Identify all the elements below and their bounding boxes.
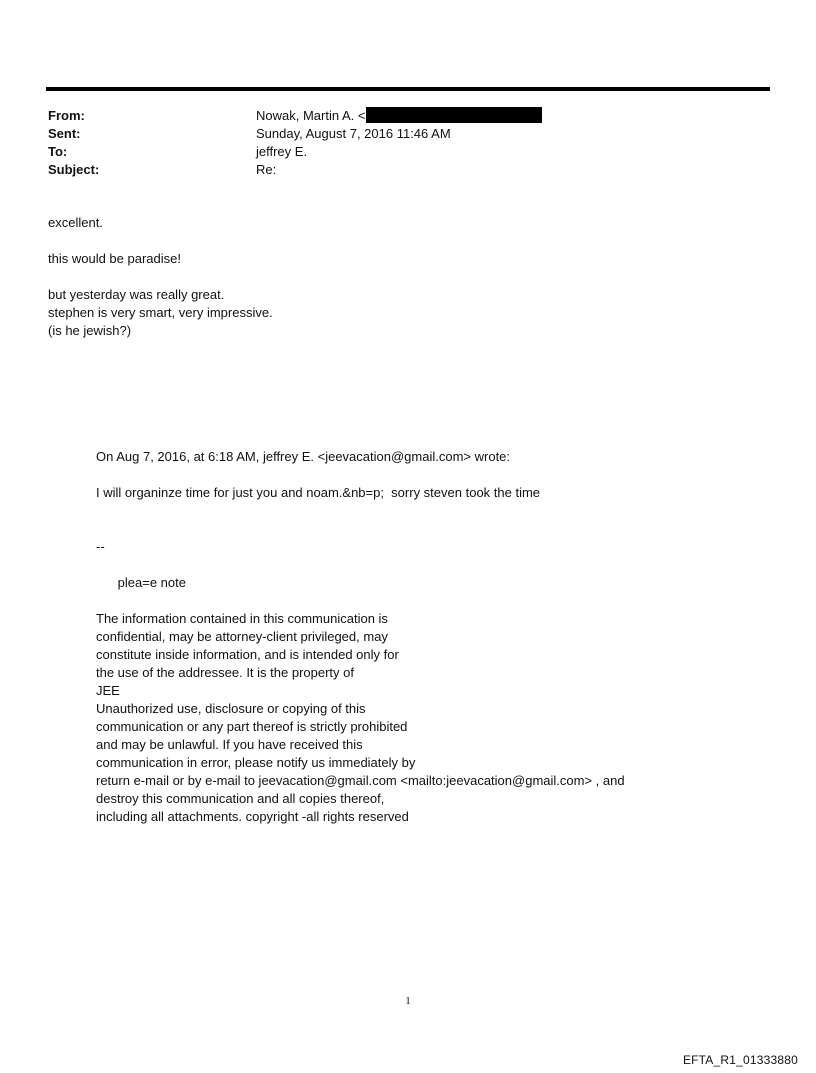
- body-line: stephen is very smart, very impressive.: [48, 305, 273, 320]
- signature-separator: --: [96, 539, 105, 554]
- disclaimer-line: The information contained in this communication is: [96, 611, 388, 626]
- disclaimer-line: confidential, may be attorney-client privileged, may: [96, 629, 388, 644]
- quoted-text: I will organinze time for just you and noam.&nb=p; sorry steven took the time: [96, 485, 541, 500]
- quoted-intro: On Aug 7, 2016, at 6:18 AM, jeffrey E. <jeevacation@gmail.com> wrote:: [96, 449, 511, 464]
- disclaimer-line: Unauthorized use, disclosure or copying of this: [96, 701, 366, 716]
- quoted-message: [96, 448, 625, 826]
- body-line: (is he jewish?): [48, 323, 132, 338]
- to-value: jeffrey E.: [256, 144, 308, 159]
- signature-note: plea=e note: [96, 575, 186, 590]
- disclaimer-line: and may be unlawful. If you have received this: [96, 737, 363, 752]
- body-line: this would be paradise!: [48, 251, 181, 266]
- sent-label: Sent:: [48, 126, 81, 141]
- from-value: [256, 107, 542, 125]
- disclaimer-line: return e-mail or by e-mail to jeevacation@gmail.com <mailto:jeevacation@gmail.com> , and: [96, 773, 625, 788]
- disclaimer-line: the use of the addressee. It is the property of: [96, 665, 354, 680]
- disclaimer-line: communication in error, please notify us immediately by: [96, 755, 416, 770]
- body-line: but yesterday was really great.: [48, 287, 225, 302]
- subject-value: Re:: [256, 162, 277, 177]
- disclaimer-line: constitute inside information, and is intended only for: [96, 647, 399, 662]
- redaction-box: [366, 107, 542, 123]
- disclaimer-line: communication or any part thereof is strictly prohibited: [96, 719, 408, 734]
- sent-value: Sunday, August 7, 2016 11:46 AM: [256, 126, 451, 141]
- to-label: To:: [48, 144, 68, 159]
- page-number: 1: [405, 995, 411, 1007]
- header-rule: [46, 87, 770, 91]
- disclaimer-line: including all attachments. copyright -all rights reserved: [96, 809, 409, 824]
- from-name: Nowak, Martin A. <: [256, 108, 366, 123]
- subject-label: Subject:: [48, 162, 100, 177]
- from-label: From:: [48, 108, 85, 123]
- message-body: [48, 214, 273, 340]
- body-line: excellent.: [48, 215, 103, 230]
- disclaimer-line: JEE: [96, 683, 120, 698]
- disclaimer-line: destroy this communication and all copies thereof,: [96, 791, 385, 806]
- bates-number: EFTA_R1_01333880: [682, 1053, 798, 1067]
